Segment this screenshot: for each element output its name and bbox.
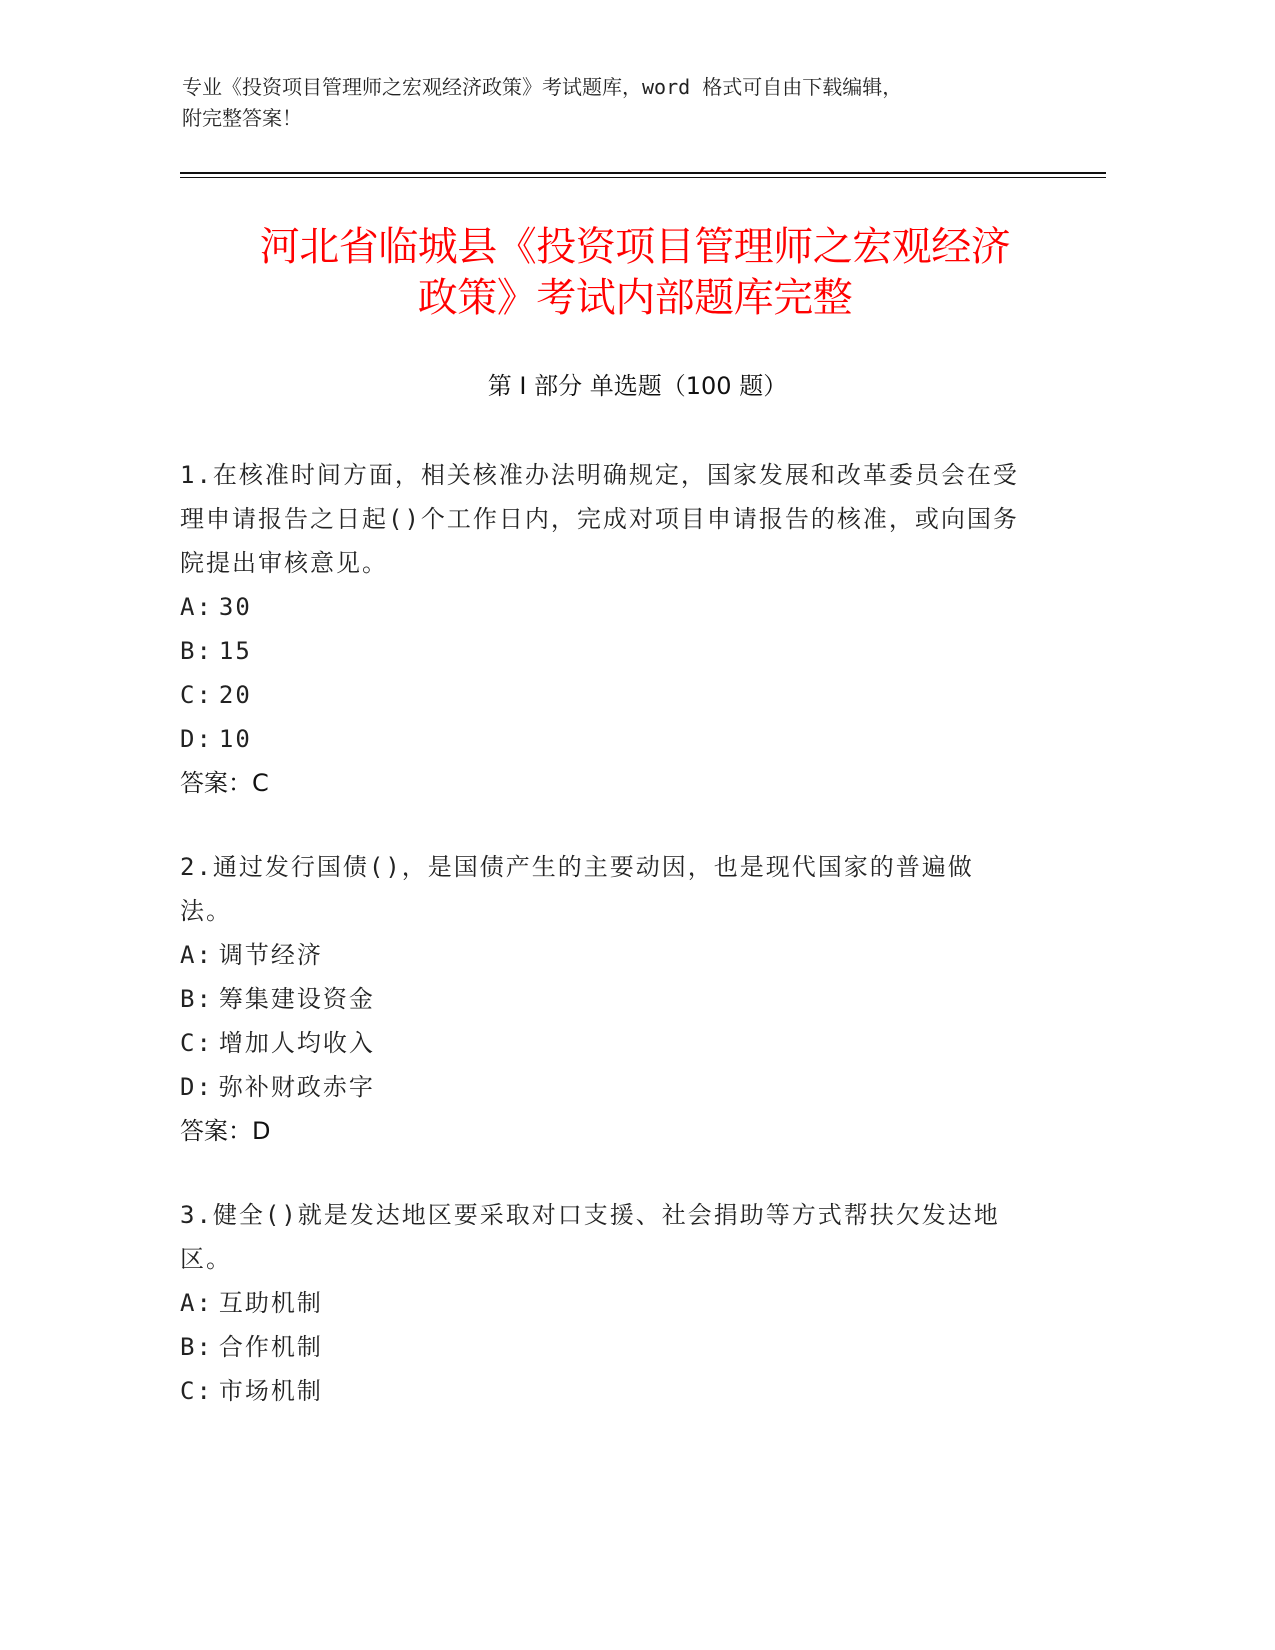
option-b [180, 1325, 1020, 1369]
intro-line-1: 专业《投资项目管理师之宏观经济政策》考试题库，word 格式可自由下载编辑， [182, 75, 903, 99]
title-line-2: 政策》考试内部题库完整 [417, 275, 853, 321]
option-letter: B: [180, 985, 213, 1013]
option-a [180, 933, 1020, 977]
option-d [180, 1065, 1020, 1109]
option-text: 合作机制 [218, 1333, 323, 1361]
option-text: 20 [218, 681, 252, 709]
option-b [180, 977, 1020, 1021]
option-c [180, 673, 1020, 717]
question-stem: 1.在核准时间方面，相关核准办法明确规定，国家发展和改革委员会在受理申请报告之日起()个工作日内，完成对项目申请报告的核准，或向国务院提出审核意见。 [180, 461, 1019, 577]
option-text: 调节经济 [218, 941, 323, 969]
option-text: 弥补财政赤字 [218, 1073, 375, 1101]
option-d [180, 717, 1020, 761]
header-divider-thick [180, 172, 1106, 174]
option-letter: D: [180, 725, 213, 753]
option-letter: B: [180, 1333, 213, 1361]
option-a [180, 1281, 1020, 1325]
option-letter: A: [180, 593, 213, 621]
intro-text [182, 72, 1062, 134]
option-letter: C: [180, 1377, 213, 1405]
option-text: 筹集建设资金 [218, 985, 375, 1013]
option-letter: B: [180, 637, 213, 665]
option-text: 30 [218, 593, 252, 621]
option-text: 10 [218, 725, 252, 753]
option-c [180, 1369, 1020, 1413]
answer-line: 答案：C [180, 769, 269, 797]
option-text: 15 [218, 637, 252, 665]
question-3 [180, 1193, 1020, 1413]
option-b [180, 629, 1020, 673]
option-text: 增加人均收入 [218, 1029, 375, 1057]
section-heading: 第 I 部分 单选题（100 题） [487, 372, 788, 400]
option-a [180, 585, 1020, 629]
question-2 [180, 845, 1020, 1153]
intro-line-2: 附完整答案！ [182, 106, 302, 130]
header-divider-thin [180, 177, 1106, 178]
option-letter: A: [180, 1289, 213, 1317]
option-letter: C: [180, 1029, 213, 1057]
question-stem: 2.通过发行国债()，是国债产生的主要动因，也是现代国家的普遍做法。 [180, 853, 974, 925]
option-text: 互助机制 [218, 1289, 323, 1317]
answer-line: 答案：D [180, 1117, 271, 1145]
document-title [150, 222, 1120, 324]
option-text: 市场机制 [218, 1377, 323, 1405]
option-c [180, 1021, 1020, 1065]
option-letter: C: [180, 681, 213, 709]
title-line-1: 河北省临城县《投资项目管理师之宏观经济 [259, 224, 1011, 270]
question-stem: 3.健全()就是发达地区要采取对口支援、社会捐助等方式帮扶欠发达地区。 [180, 1201, 1000, 1273]
question-1 [180, 453, 1020, 805]
option-letter: A: [180, 941, 213, 969]
option-letter: D: [180, 1073, 213, 1101]
